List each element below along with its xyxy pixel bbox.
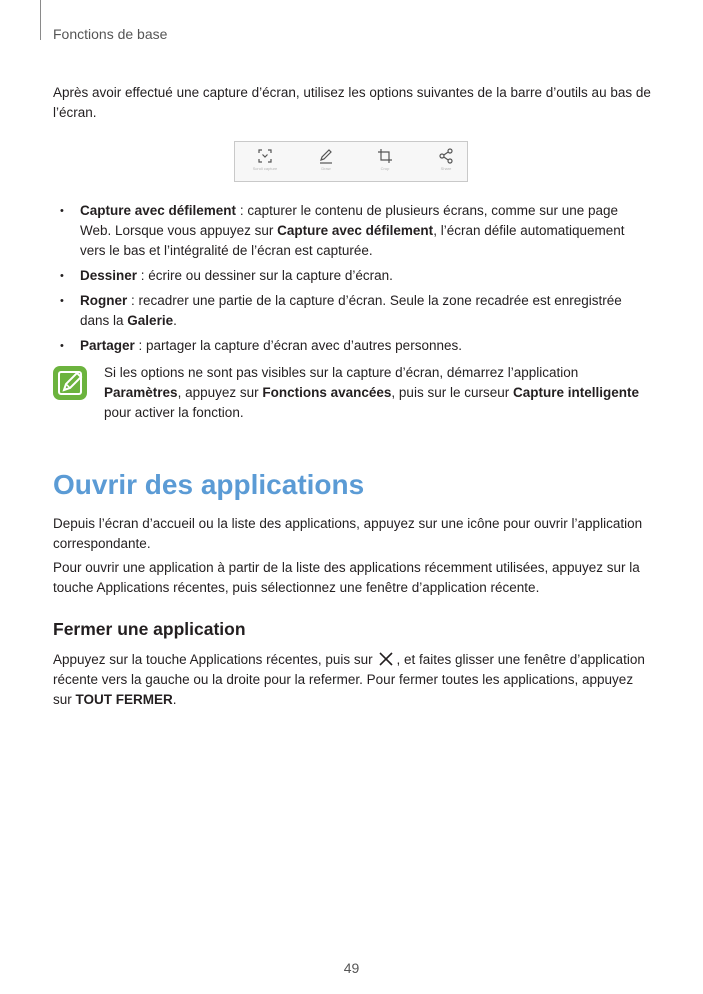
list-item-scroll-capture bbox=[53, 201, 649, 261]
list-item-crop bbox=[53, 291, 649, 331]
share-icon bbox=[438, 148, 454, 164]
section-paragraph-1: Depuis l’écran d’accueil ou la liste des applications, appuyez sur une icône pour ouvrir l’application correspondante. bbox=[53, 516, 643, 551]
section-paragraph-2: Pour ouvrir une application à partir de la liste des applications récemment utilisées, appuyez sur la touche Applications récentes, puis sélectionnez une fenêtre d’application récente. bbox=[53, 560, 640, 595]
option-name: Dessiner bbox=[80, 268, 138, 283]
advanced-features-name: Fonctions avancées bbox=[262, 385, 392, 400]
paragraph-text-part: . bbox=[172, 692, 177, 707]
option-description: . bbox=[173, 313, 177, 328]
close-all-label: TOUT FERMER bbox=[75, 692, 173, 707]
intro-paragraph: Après avoir effectué une capture d’écran, utilisez les options suivantes de la barre d’outils au bas de l’écran. bbox=[53, 85, 651, 120]
section-title: Ouvrir des applications bbox=[53, 469, 365, 500]
bullet-dot: • bbox=[60, 295, 64, 307]
option-description: : capturer le contenu de plusieurs écrans, comme sur une page Web. Lorsque vous appuyez sur bbox=[80, 203, 619, 238]
toolbar-label: Crop bbox=[380, 166, 390, 171]
smart-capture-name: Capture intelligente bbox=[512, 385, 639, 400]
subsection-paragraph bbox=[53, 650, 653, 710]
margin-rule bbox=[40, 0, 41, 40]
subsection-title: Fermer une application bbox=[53, 619, 246, 639]
paragraph-text-part: , et faites glisser une fenêtre d’application récente vers la gauche ou la droite pour la refermer. Pour fermer toutes les applications, appuyez sur bbox=[53, 652, 645, 707]
settings-app-name: Paramètres bbox=[104, 385, 178, 400]
option-name: Capture avec défilement bbox=[80, 203, 237, 218]
crop-icon bbox=[377, 148, 393, 164]
list-item-draw bbox=[53, 266, 649, 286]
running-header: Fonctions de base bbox=[53, 26, 168, 42]
note-text-part: , appuyez sur bbox=[177, 385, 263, 400]
toolbar-item-draw bbox=[306, 146, 346, 180]
option-name: Partager bbox=[80, 338, 135, 353]
note-text bbox=[104, 363, 649, 423]
option-description: : recadrer une partie de la capture d’écran. Seule la zone recadrée est enregistrée dans la bbox=[80, 293, 622, 328]
close-icon bbox=[378, 651, 394, 667]
draw-icon bbox=[318, 148, 334, 164]
bullet-dot: • bbox=[60, 205, 64, 217]
option-name-inline: Capture avec défilement bbox=[277, 223, 434, 238]
note-text-part: Si les options ne sont pas visibles sur la capture d’écran, démarrez l’application bbox=[104, 365, 579, 380]
page-number: 49 bbox=[343, 960, 360, 976]
option-description: : partager la capture d’écran avec d’autres personnes. bbox=[134, 338, 462, 353]
toolbar-item-crop bbox=[365, 146, 405, 180]
option-description: , l’écran défile automatiquement vers le bas et l’intégralité de l’écran est capturée. bbox=[80, 223, 625, 258]
option-name: Rogner bbox=[80, 293, 128, 308]
options-list bbox=[53, 201, 649, 361]
screenshot-toolbar-image bbox=[234, 141, 468, 182]
paragraph-text-part: Appuyez sur la touche Applications récentes, puis sur bbox=[53, 652, 377, 667]
note-pencil-icon bbox=[53, 366, 87, 400]
toolbar-item-scroll-capture bbox=[245, 146, 285, 180]
note-text-part: , puis sur le curseur bbox=[391, 385, 513, 400]
scroll-capture-icon bbox=[257, 148, 273, 164]
gallery-app-name: Galerie bbox=[127, 313, 174, 328]
bullet-dot: • bbox=[60, 270, 64, 282]
toolbar-label: Share bbox=[440, 166, 452, 171]
note-text-part: pour activer la fonction. bbox=[104, 405, 244, 420]
bullet-dot: • bbox=[60, 340, 64, 352]
toolbar-label: Draw bbox=[321, 166, 331, 171]
list-item-share bbox=[53, 336, 649, 356]
option-description: : écrire ou dessiner sur la capture d’écran. bbox=[137, 268, 393, 283]
toolbar-label: Scroll capture bbox=[252, 166, 278, 171]
toolbar-item-share bbox=[426, 146, 466, 180]
